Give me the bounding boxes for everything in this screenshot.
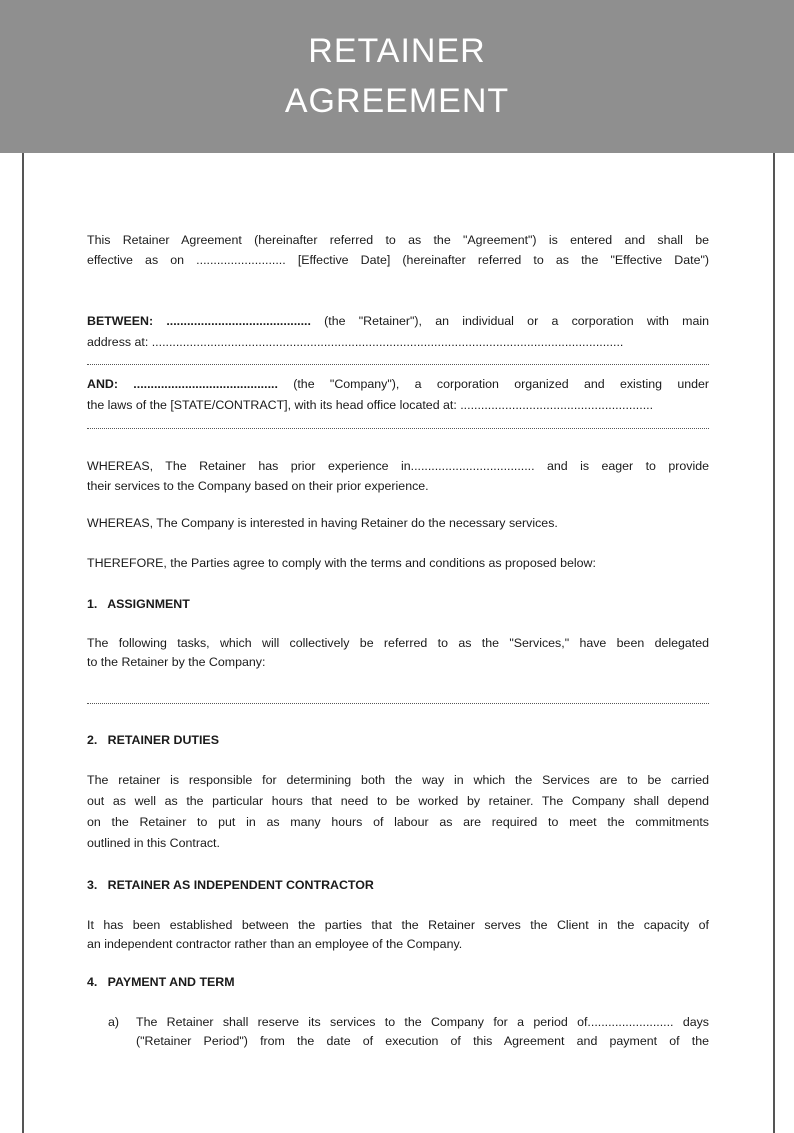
blank-line — [87, 428, 709, 429]
section-heading: 4. PAYMENT AND TERM — [87, 975, 235, 989]
section-text: an independent contractor rather than an employee of the Company. — [87, 937, 463, 951]
intro-line: effective as on .......................... [Effective Date] (hereinafter referred to as the "Effective Date") — [87, 253, 709, 267]
section-text: The retainer is responsible for determining both the way in which the Services are to be carried — [87, 773, 709, 787]
title-line-2: AGREEMENT — [284, 82, 510, 120]
section-text: ("Retainer Period") from the date of execution of this Agreement and payment of the — [136, 1034, 709, 1048]
between-address-line: address at: ......................................................................................................................................... — [87, 335, 624, 349]
between-line — [87, 313, 709, 329]
between-label: BETWEEN: .......................................... — [87, 314, 311, 328]
section-heading: 2. RETAINER DUTIES — [87, 733, 219, 747]
and-line — [87, 376, 709, 392]
title-line-1: RETAINER — [308, 32, 486, 70]
therefore-line: THEREFORE, the Parties agree to comply with the terms and conditions as proposed below: — [87, 556, 596, 570]
whereas-line: WHEREAS, The Retainer has prior experience in.................................... and is eager to provide — [87, 459, 709, 473]
and-text: (the "Company"), a corporation organized and existing under — [277, 377, 710, 391]
between-text: (the "Retainer"), an individual or a corporation with main — [310, 314, 709, 328]
intro-line: This Retainer Agreement (hereinafter referred to as the "Agreement") is entered and shall be — [87, 233, 709, 247]
whereas-line: WHEREAS, The Company is interested in having Retainer do the necessary services. — [87, 516, 558, 530]
section-text: on the Retainer to put in as many hours of labour as are required to meet the commitments — [87, 815, 709, 829]
and-label: AND: .......................................... — [87, 377, 278, 391]
section-text: It has been established between the parties that the Retainer serves the Client in the capacity of — [87, 918, 709, 932]
section-heading: 1. ASSIGNMENT — [87, 597, 190, 611]
section-text: outlined in this Contract. — [87, 836, 220, 850]
section-text: out as well as the particular hours that need to be worked by retainer. The Company shall depend — [87, 794, 709, 808]
section-text: to the Retainer by the Company: — [87, 655, 266, 669]
section-heading: 3. RETAINER AS INDEPENDENT CONTRACTOR — [87, 878, 374, 892]
section-text: The Retainer shall reserve its services to the Company for a period of......................... days — [136, 1015, 709, 1029]
title-banner — [0, 0, 794, 153]
and-address-line: the laws of the [STATE/CONTRACT], with its head office located at: ........................................................ — [87, 398, 654, 412]
blank-line — [87, 703, 709, 704]
section-text: The following tasks, which will collectively be referred to as the "Services," have been delegated — [87, 636, 709, 650]
whereas-line: their services to the Company based on their prior experience. — [87, 479, 429, 493]
list-item-label: a) — [108, 1015, 120, 1029]
blank-line — [87, 364, 709, 365]
